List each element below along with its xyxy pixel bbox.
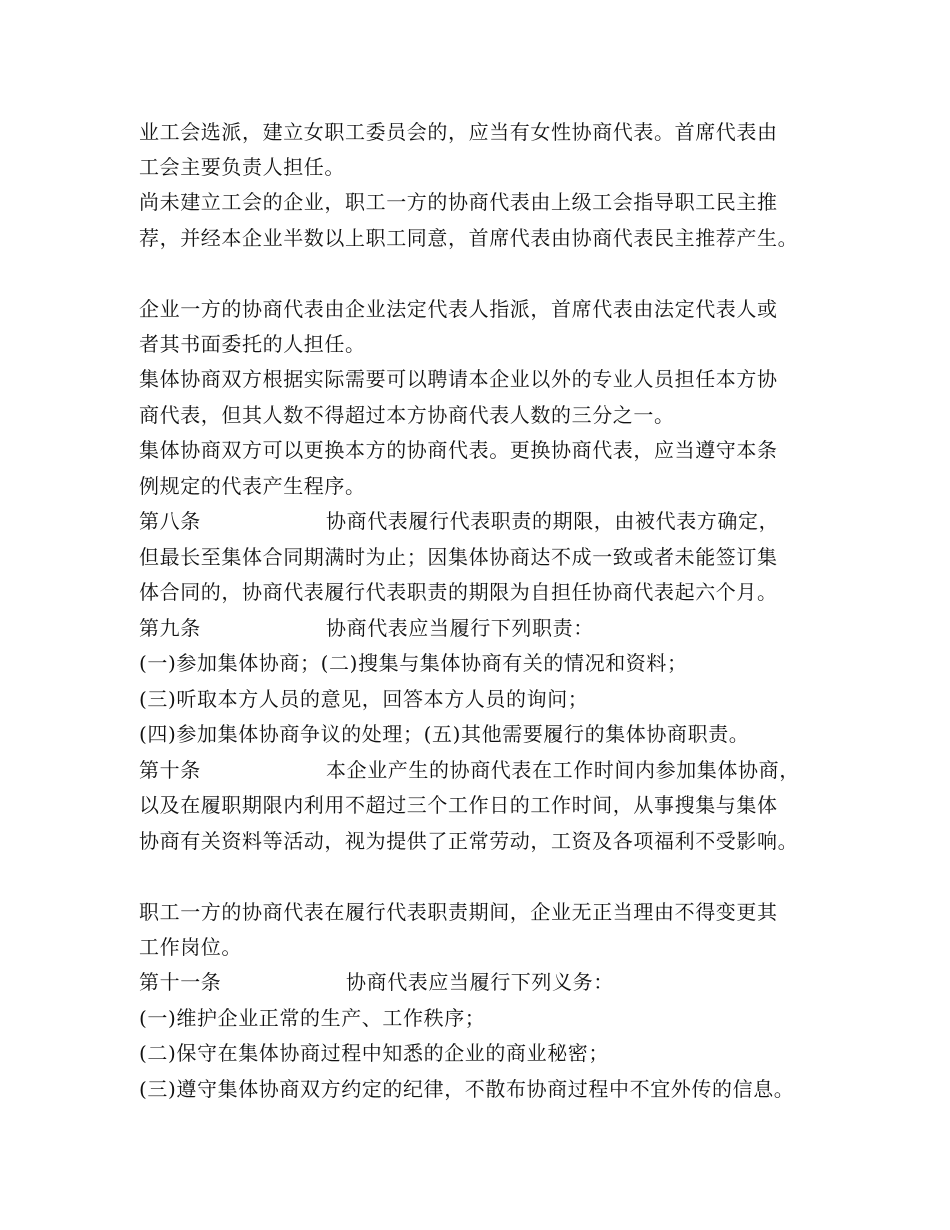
- paragraph-line: 体合同的，协商代表履行代表职责的期限为自担任协商代表起六个月。: [139, 580, 778, 604]
- list-item: (三)听取本方人员的意见，回答本方人员的询问；: [139, 687, 589, 711]
- article-number: 第十条: [139, 758, 201, 782]
- paragraph-line: 职工一方的协商代表在履行代表职责期间，企业无正当理由不得变更其: [139, 900, 778, 924]
- paragraph-line: 企业一方的协商代表由企业法定代表人指派，首席代表由法定代表人或: [139, 297, 778, 321]
- article-number: 第九条: [139, 616, 201, 640]
- article-number: 第十一条: [139, 970, 222, 994]
- article-heading-10: [139, 758, 800, 782]
- paragraph-line: 荐，并经本企业半数以上职工同意，首席代表由协商代表民主推荐产生。: [139, 226, 799, 250]
- paragraph-line: 商代表，但其人数不得超过本方协商代表人数的三分之一。: [139, 403, 675, 427]
- paragraph-line: 集体协商双方根据实际需要可以聘请本企业以外的专业人员担任本方协: [139, 367, 778, 391]
- paragraph-line: 工作岗位。: [139, 935, 242, 959]
- list-item: (三)遵守集体协商双方约定的纪律，不散布协商过程中不宜外传的信息。: [139, 1077, 795, 1101]
- list-item: (一)维护企业正常的生产、工作秩序；: [139, 1006, 486, 1030]
- list-item: (二)保守在集体协商过程中知悉的企业的商业秘密；: [139, 1041, 610, 1065]
- paragraph-line: 尚未建立工会的企业，职工一方的协商代表由上级工会指导职工民主推: [139, 190, 778, 214]
- paragraph-line: 但最长至集体合同期满时为止；因集体协商达不成一致或者未能签订集: [139, 545, 778, 569]
- paragraph-line: 业工会选派，建立女职工委员会的，应当有女性协商代表。首席代表由: [139, 120, 778, 144]
- article-text: 协商代表履行代表职责的期限，由被代表方确定，: [326, 509, 780, 533]
- paragraph-line: 例规定的代表产生程序。: [139, 474, 366, 498]
- paragraph-line: 以及在履职期限内利用不超过三个工作日的工作时间，从事搜集与集体: [139, 793, 778, 817]
- paragraph-line: 者其书面委托的人担任。: [139, 332, 366, 356]
- paragraph-line: 协商有关资料等活动，视为提供了正常劳动，工资及各项福利不受影响。: [139, 829, 799, 853]
- list-item: (一)参加集体协商；(二)搜集与集体协商有关的情况和资料；: [139, 651, 688, 675]
- paragraph-line: 集体协商双方可以更换本方的协商代表。更换协商代表，应当遵守本条: [139, 438, 778, 462]
- paragraph-line: 工会主要负责人担任。: [139, 155, 345, 179]
- article-text: 本企业产生的协商代表在工作时间内参加集体协商，: [326, 758, 800, 782]
- list-item: (四)参加集体协商争议的处理；(五)其他需要履行的集体协商职责。: [139, 722, 750, 746]
- article-heading-8: [139, 509, 780, 533]
- article-number: 第八条: [139, 509, 201, 533]
- article-heading-9: [139, 616, 594, 640]
- article-heading-11: [139, 970, 614, 994]
- article-text: 协商代表应当履行下列义务：: [346, 970, 614, 994]
- article-text: 协商代表应当履行下列职责：: [326, 616, 594, 640]
